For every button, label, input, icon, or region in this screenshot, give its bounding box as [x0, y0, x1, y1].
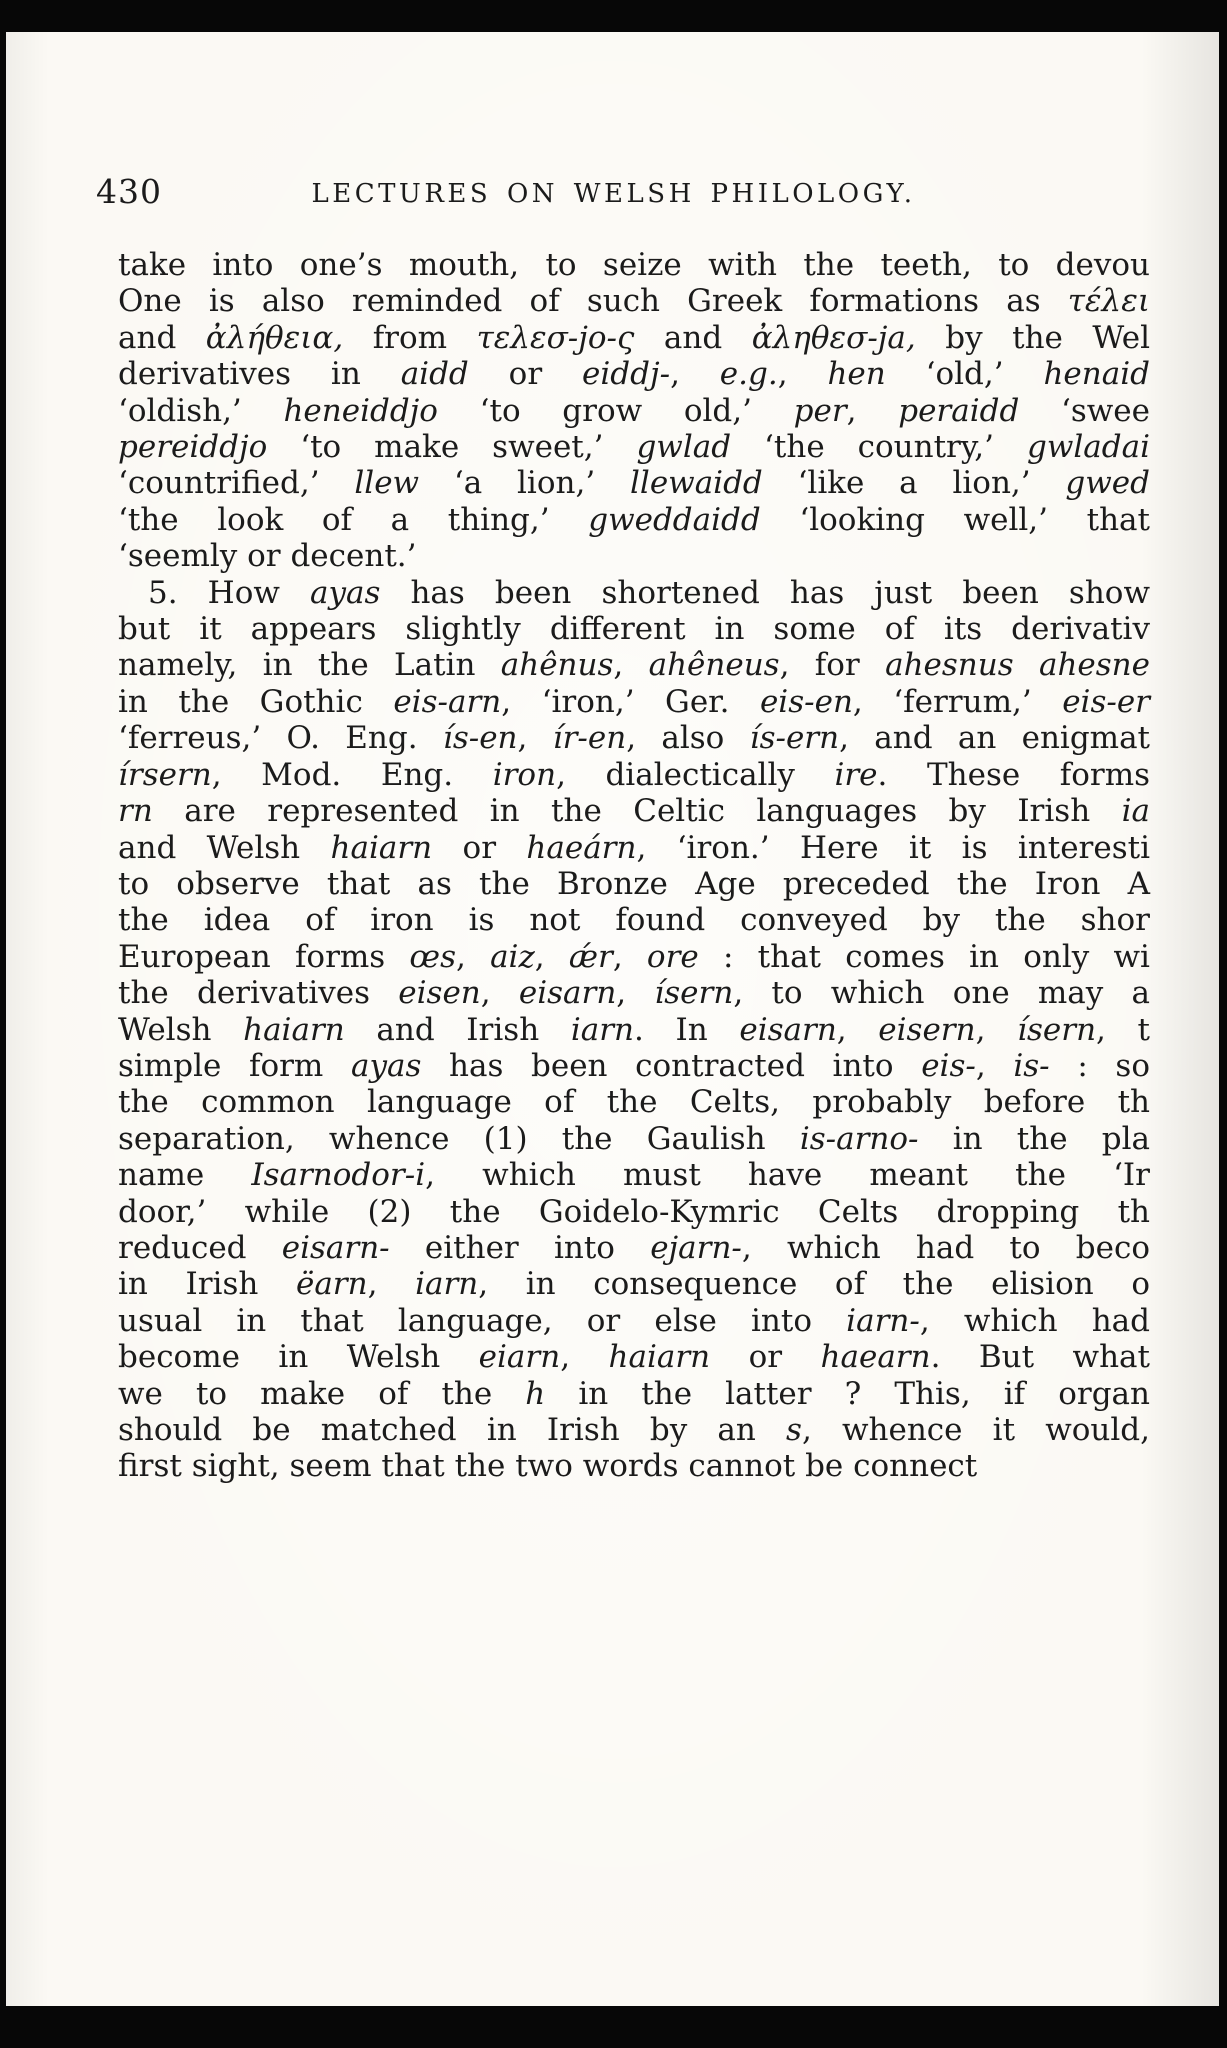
- italic-text-segment: haiarn: [243, 1011, 345, 1048]
- italic-text-segment: llewaidd: [629, 465, 763, 502]
- text-segment: ,: [846, 392, 899, 429]
- italic-text-segment: gwladai: [1026, 429, 1150, 466]
- text-line: [118, 429, 1150, 465]
- text-segment: , and an enigmat: [839, 720, 1151, 757]
- text-segment: , in consequence of the elision o: [478, 1266, 1150, 1303]
- text-segment: ‘looking well,’ that: [760, 501, 1150, 538]
- italic-text-segment: ire: [834, 756, 878, 793]
- text-line: [118, 1084, 1150, 1120]
- text-segment: , for: [779, 647, 886, 684]
- text-segment: ,: [517, 720, 553, 757]
- text-line: [118, 939, 1150, 975]
- text-segment: , whence it would,: [801, 1412, 1150, 1448]
- text-segment: , to which one may a: [733, 975, 1150, 1012]
- text-segment: ,: [975, 1047, 1014, 1084]
- text-segment: . But what: [930, 1339, 1150, 1376]
- italic-text-segment: iarn: [415, 1266, 479, 1303]
- text-segment: ,: [777, 356, 828, 393]
- text-segment: , ‘iron,’ Ger.: [501, 683, 760, 720]
- italic-text-segment: hen: [827, 356, 886, 393]
- text-segment: derivatives in: [118, 356, 401, 393]
- italic-text-segment: henaid: [1043, 356, 1150, 393]
- text-line: [118, 975, 1150, 1011]
- scan-edge-top: [0, 0, 1227, 32]
- running-title: LECTURES ON WELSH PHILOLOGY.: [311, 179, 916, 209]
- italic-text-segment: gwlad: [636, 429, 732, 466]
- italic-text-segment: e.g.: [719, 356, 778, 393]
- text-segment: but it appears slightly different in some of its derivativ: [118, 611, 1150, 648]
- italic-text-segment: eis-: [921, 1047, 976, 1084]
- text-segment: from: [343, 319, 477, 356]
- italic-text-segment: írsern: [118, 756, 212, 793]
- text-line: [118, 1157, 1150, 1193]
- text-segment: ,: [534, 938, 569, 975]
- text-segment: , also: [626, 720, 750, 757]
- text-segment: ‘like a lion,’: [762, 465, 1066, 502]
- italic-text-segment: llew: [354, 465, 420, 502]
- text-segment: ‘to grow old,’: [437, 392, 794, 429]
- text-segment: and Irish: [344, 1011, 571, 1048]
- text-segment: ,: [612, 938, 647, 975]
- text-line: [118, 1339, 1150, 1375]
- italic-text-segment: ayas: [309, 574, 381, 611]
- italic-text-segment: ἀληθεσ-ja,: [751, 319, 916, 356]
- italic-text-segment: haearn: [820, 1339, 931, 1376]
- text-segment: ,: [455, 938, 491, 975]
- text-segment: the idea of iron is not found conveyed by the shor: [118, 902, 1150, 939]
- text-segment: ,: [975, 1011, 1018, 1048]
- text-segment: ‘old,’: [885, 356, 1044, 393]
- text-segment: and: [118, 319, 206, 356]
- italic-text-segment: ísern: [1017, 1011, 1097, 1048]
- italic-text-segment: eisen: [398, 975, 481, 1012]
- text-segment: . In: [634, 1011, 740, 1048]
- text-segment: ‘countrified,’: [118, 465, 355, 502]
- text-segment: ,: [367, 1266, 416, 1303]
- italic-text-segment: ia: [1121, 793, 1150, 830]
- italic-text-segment: ἀλήθεια,: [205, 319, 344, 356]
- text-segment: has been contracted into: [421, 1047, 922, 1084]
- text-segment: , which must have meant the ‘Ir: [425, 1157, 1150, 1194]
- text-segment: take into one’s mouth, to seize with the teeth, to devou: [118, 247, 1150, 283]
- text-segment: ‘ferreus,’ O. Eng.: [118, 720, 443, 757]
- italic-text-segment: heneiddjo: [283, 392, 438, 429]
- italic-text-segment: h: [525, 1375, 546, 1412]
- text-segment: door,’ while (2) the Goidelo-Kymric Celts dropping th: [118, 1193, 1150, 1230]
- italic-text-segment: eisern: [878, 1011, 976, 1048]
- text-segment: ‘seemly or decent.’: [118, 538, 417, 575]
- scan-edge-bottom: [0, 2006, 1227, 2048]
- italic-text-segment: Isarnodor-i: [251, 1157, 426, 1194]
- text-segment: ‘swee: [1019, 392, 1150, 429]
- text-segment: or: [468, 356, 583, 393]
- italic-text-segment: τελεσ-jo-ς: [476, 319, 635, 356]
- text-segment: the common language of the Celts, probably before th: [118, 1084, 1150, 1121]
- text-segment: has been shortened has just been show: [380, 574, 1150, 611]
- text-line: [118, 1376, 1150, 1412]
- text-line: [118, 1448, 1150, 1484]
- text-segment: ,: [480, 975, 519, 1012]
- text-segment: . These forms: [877, 756, 1151, 793]
- text-segment: first sight, seem that the two words cannot be connect: [118, 1448, 978, 1485]
- text-segment: , ‘iron.’ Here it is interesti: [636, 829, 1150, 866]
- italic-text-segment: eiddj-: [582, 356, 671, 393]
- text-segment: Welsh: [118, 1011, 244, 1048]
- text-line: [118, 356, 1150, 392]
- text-segment: One is also reminded of such Greek formations as: [118, 283, 1068, 320]
- text-segment: , which had to beco: [741, 1229, 1150, 1266]
- italic-text-segment: per: [793, 392, 847, 429]
- text-line: [118, 320, 1150, 356]
- text-line: [118, 393, 1150, 429]
- text-segment: ,: [613, 647, 649, 684]
- italic-text-segment: ís-ern: [749, 720, 840, 757]
- text-line: [118, 575, 1150, 611]
- text-line: [118, 866, 1150, 902]
- text-segment: ,: [560, 1339, 609, 1376]
- italic-text-segment: eisarn: [518, 975, 617, 1012]
- text-segment: either into: [389, 1229, 651, 1266]
- italic-text-segment: ísern: [654, 975, 734, 1012]
- text-segment: should be matched in Irish by an: [118, 1412, 787, 1448]
- text-segment: are represented in the Celtic languages by Irish: [152, 793, 1122, 830]
- text-segment: ‘the look of a thing,’: [118, 501, 589, 538]
- italic-text-segment: peraidd: [898, 392, 1020, 429]
- italic-text-segment: eis-en: [759, 683, 853, 720]
- text-segment: ,: [670, 356, 720, 393]
- text-segment: in the pla: [918, 1120, 1151, 1157]
- italic-text-segment: ír-en: [552, 720, 627, 757]
- text-segment: we to make of the: [118, 1375, 526, 1412]
- italic-text-segment: ǽr: [568, 938, 613, 975]
- text-line: [118, 1121, 1150, 1157]
- text-segment: , which had: [919, 1302, 1150, 1339]
- text-segment: 5. How: [148, 574, 310, 611]
- italic-text-segment: haeárn: [526, 829, 637, 866]
- text-line: [118, 465, 1150, 501]
- scan-edge-right: [1219, 0, 1227, 2048]
- text-segment: ‘the country,’: [731, 429, 1027, 466]
- italic-text-segment: eis-arn: [393, 683, 502, 720]
- text-line: [118, 247, 1150, 283]
- scan-edge-left: [0, 0, 6, 2048]
- text-line: [118, 757, 1150, 793]
- text-segment: in the latter ? This, if organ: [545, 1375, 1150, 1412]
- text-line: [118, 611, 1150, 647]
- italic-text-segment: iarn-: [846, 1302, 920, 1339]
- text-segment: or: [710, 1339, 821, 1376]
- text-line: [118, 1303, 1150, 1339]
- text-segment: ,: [616, 975, 655, 1012]
- text-segment: : so: [1049, 1047, 1150, 1084]
- italic-text-segment: ore: [646, 938, 699, 975]
- text-segment: ‘a lion,’: [419, 465, 630, 502]
- italic-text-segment: is-arno-: [799, 1120, 919, 1157]
- text-line: [118, 1194, 1150, 1230]
- italic-text-segment: pereiddjo: [118, 429, 268, 466]
- italic-text-segment: ís-en: [442, 720, 518, 757]
- italic-text-segment: haiarn: [330, 829, 433, 866]
- text-segment: the derivatives: [118, 975, 399, 1012]
- text-line: [118, 830, 1150, 866]
- text-segment: in Irish: [118, 1266, 296, 1303]
- text-segment: ,: [836, 1011, 879, 1048]
- text-segment: namely, in the Latin: [118, 647, 501, 684]
- italic-text-segment: s: [786, 1412, 802, 1448]
- italic-text-segment: ejarn-: [650, 1229, 742, 1266]
- text-line: [118, 1230, 1150, 1266]
- text-segment: become in Welsh: [118, 1339, 479, 1376]
- italic-text-segment: eisarn: [739, 1011, 837, 1048]
- text-segment: European forms: [118, 938, 410, 975]
- italic-text-segment: aiz: [490, 938, 535, 975]
- italic-text-segment: ahêneus: [648, 647, 780, 684]
- page-body: [118, 247, 1150, 1485]
- text-segment: , dialectically: [556, 756, 835, 793]
- italic-text-segment: iarn: [570, 1011, 634, 1048]
- text-line: [118, 793, 1150, 829]
- text-line: [118, 538, 1150, 574]
- text-segment: , Mod. Eng.: [211, 756, 493, 793]
- text-line: [118, 1048, 1150, 1084]
- text-line: [118, 720, 1150, 756]
- text-line: [118, 502, 1150, 538]
- text-segment: , ‘ferrum,’: [852, 683, 1063, 720]
- text-segment: simple form: [118, 1047, 351, 1084]
- text-segment: or: [432, 829, 527, 866]
- text-segment: and: [634, 319, 752, 356]
- text-segment: to observe that as the Bronze Age preceded the Iron A: [118, 865, 1150, 902]
- italic-text-segment: τέλει: [1067, 283, 1150, 320]
- text-segment: , t: [1096, 1011, 1150, 1048]
- italic-text-segment: eisarn-: [281, 1229, 390, 1266]
- italic-text-segment: eiarn: [478, 1339, 561, 1376]
- text-line: [118, 1266, 1150, 1302]
- italic-text-segment: is-: [1013, 1047, 1050, 1084]
- italic-text-segment: haiarn: [608, 1339, 711, 1376]
- text-line: [118, 1412, 1150, 1448]
- text-segment: ‘to make sweet,’: [267, 429, 637, 466]
- text-segment: and Welsh: [118, 829, 331, 866]
- text-segment: separation, whence (1) the Gaulish: [118, 1120, 800, 1157]
- text-line: [118, 1012, 1150, 1048]
- text-segment: in the Gothic: [118, 683, 394, 720]
- text-segment: reduced: [118, 1229, 282, 1266]
- page-number: 430: [96, 172, 162, 211]
- text-line: [118, 684, 1150, 720]
- italic-text-segment: ahesnus ahesne: [885, 647, 1150, 684]
- italic-text-segment: ëarn: [295, 1266, 368, 1303]
- italic-text-segment: eis-er: [1062, 683, 1150, 720]
- italic-text-segment: gweddaidd: [588, 501, 761, 538]
- italic-text-segment: iron: [492, 756, 557, 793]
- italic-text-segment: œs: [409, 938, 456, 975]
- text-segment: ‘oldish,’: [118, 392, 284, 429]
- italic-text-segment: ahênus: [500, 647, 614, 684]
- text-segment: : that comes in only wi: [698, 938, 1150, 975]
- italic-text-segment: aidd: [400, 356, 469, 393]
- text-segment: name: [118, 1157, 252, 1194]
- text-line: [118, 902, 1150, 938]
- italic-text-segment: rn: [118, 793, 153, 830]
- italic-text-segment: ayas: [350, 1047, 422, 1084]
- text-segment: usual in that language, or else into: [118, 1302, 847, 1339]
- text-line: [118, 647, 1150, 683]
- text-line: [118, 283, 1150, 319]
- italic-text-segment: gwed: [1065, 465, 1150, 502]
- text-segment: by the Wel: [915, 319, 1150, 356]
